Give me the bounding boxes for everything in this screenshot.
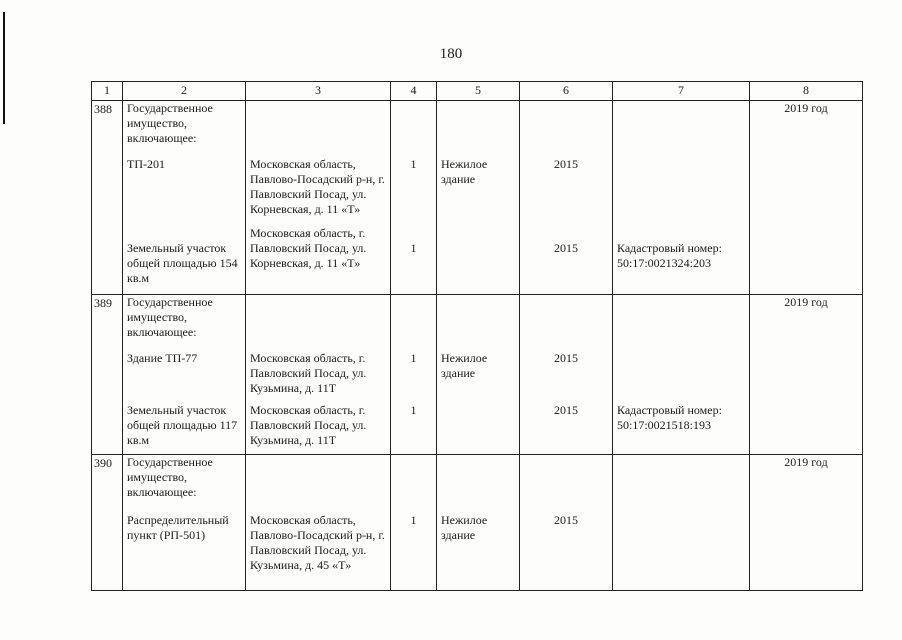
object-name-cell [123,455,246,591]
column-header: 4 [391,82,437,101]
year-cell: 2019 год [750,295,863,455]
cadastral-number: Кадастровый номер: 50:17:0021518:193 [617,403,722,432]
column-header: 6 [520,82,613,101]
item-year-built: 2015 [554,351,578,365]
table-row [92,101,863,295]
row-number: 388 [92,101,123,295]
column-header: 5 [437,82,520,101]
group-label: Государственное имущество, включающее: [127,295,213,339]
column-header: 3 [246,82,391,101]
item-name: Здание ТП-77 [127,351,198,365]
item-name: Земельный участок общей площадью 154 кв.м [127,241,238,285]
item-address: Московская область, г. Павловский Посад, ул. Корневская, д. 11 «Т» [250,226,367,270]
item-year-built: 2015 [554,241,578,255]
type-cell [437,295,520,455]
year-built-cell [520,101,613,295]
quantity-cell [391,101,437,295]
item-name: Земельный участок общей площадью 117 кв.м [127,403,238,447]
item-year-built: 2015 [554,157,578,171]
object-name-cell [123,295,246,455]
item-name: Распределительный пункт (РП-501) [127,513,229,542]
item-type: Нежилое здание [441,157,488,186]
quantity-cell [391,295,437,455]
item-quantity: 1 [410,351,417,365]
object-name-cell [123,101,246,295]
address-cell [246,455,391,591]
item-quantity: 1 [410,513,417,527]
item-address: Московская область, Павлово-Посадский р-н, г. Павловский Посад, ул. Кузьмина, д. 45 «Т» [250,513,385,572]
column-header: 8 [750,82,863,101]
item-year-built: 2015 [554,513,578,527]
cadastral-number: Кадастровый номер: 50:17:0021324:203 [617,241,722,270]
table-row [92,295,863,455]
item-quantity: 1 [410,241,417,255]
header-row [92,82,863,101]
scan-edge-mark [3,12,5,124]
column-header: 7 [613,82,750,101]
item-quantity: 1 [410,403,417,417]
group-label: Государственное имущество, включающее: [127,101,213,145]
item-address: Московская область, г. Павловский Посад, ул. Кузьмина, д. 11Т [250,403,367,447]
item-year-built: 2015 [554,403,578,417]
year-cell: 2019 год [750,101,863,295]
cadastral-cell [613,295,750,455]
cadastral-cell [613,455,750,591]
page-number: 180 [439,46,463,62]
item-name: ТП-201 [127,157,165,171]
item-type: Нежилое здание [441,351,488,380]
year-cell: 2019 год [750,455,863,591]
table-row [92,455,863,591]
cadastral-cell [613,101,750,295]
year-built-cell [520,295,613,455]
address-cell [246,101,391,295]
item-address: Московская область, Павлово-Посадский р-н, г. Павловский Посад, ул. Корневская, д. 11 «Т» [250,157,385,216]
item-quantity: 1 [410,157,417,171]
type-cell [437,101,520,295]
column-header: 2 [123,82,246,101]
year-built-cell [520,455,613,591]
property-table [91,81,863,591]
item-type: Нежилое здание [441,513,488,542]
column-header: 1 [92,82,123,101]
row-number: 389 [92,295,123,455]
row-number: 390 [92,455,123,591]
quantity-cell [391,455,437,591]
item-address: Московская область, г. Павловский Посад, ул. Кузьмина, д. 11Т [250,351,367,395]
group-label: Государственное имущество, включающее: [127,455,213,499]
type-cell [437,455,520,591]
address-cell [246,295,391,455]
